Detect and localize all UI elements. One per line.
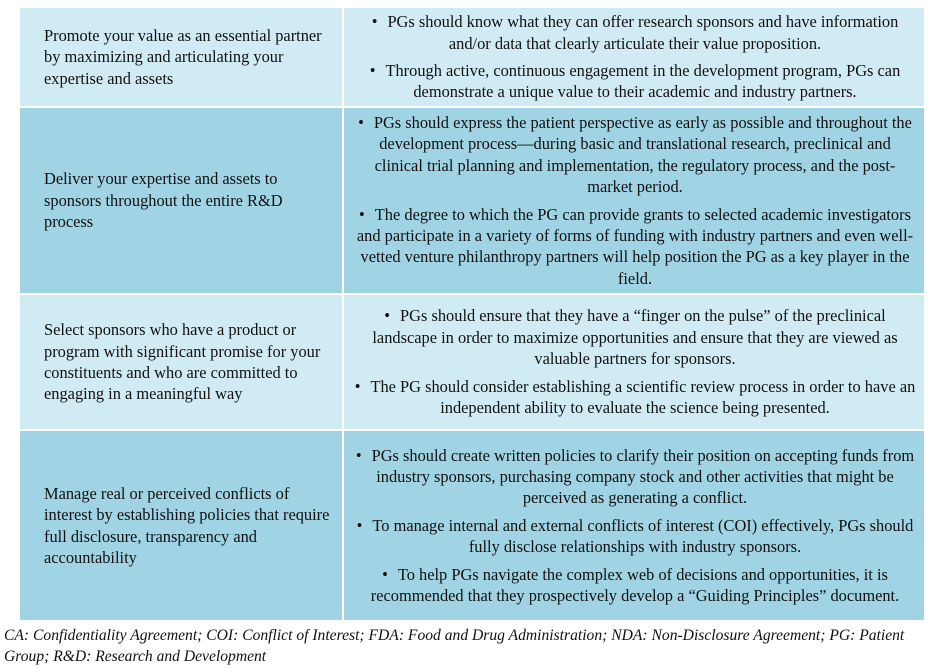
bullet-icon: • (382, 564, 388, 584)
table-row (19, 430, 925, 621)
table-row (19, 294, 925, 430)
bullet-icon: • (371, 12, 378, 32)
guidance-list (354, 112, 916, 289)
list-item (354, 376, 916, 419)
list-item (354, 60, 916, 103)
recommendation-cell: Select sponsors who have a product or program with significant promise for your constituents and who are committed to engaging in a meaningful way (19, 294, 343, 430)
table-row (19, 107, 925, 294)
bullet-text: The PG should consider establishing a scientific review process in order to have an independent ability to evaluate the science being presented. (370, 376, 916, 418)
recommendation-cell: Promote your value as an essential partner by maximizing and articulating your expertise and assets (19, 7, 343, 107)
table-row (19, 7, 925, 107)
table-footnote: CA: Confidentiality Agreement; COI: Conflict of Interest; FDA: Food and Drug Administration; NDA: Non-Disclosure Agreement; PG: Patient Group; R&D: Research and Development (4, 627, 905, 665)
recommendations-table (18, 6, 926, 622)
bullet-text: PGs should express the patient perspective as early as possible and throughout the development process—during basic and translational research, preclinical and clinical trial planning and implementation, the regulatory process, and the post-market period. (373, 112, 912, 197)
bullet-text: The degree to which the PG can provide grants to selected academic investigators and participate in a variety of forms of funding with industry partners and even well-vetted venture philanthropy partners will help position the PG as a key player in the field. (356, 204, 914, 288)
list-item (354, 515, 916, 558)
bullet-icon: • (369, 61, 376, 80)
bullet-icon: • (354, 376, 361, 396)
guidance-cell (343, 430, 925, 621)
list-item (354, 11, 916, 54)
guidance-cell (343, 7, 925, 107)
bullet-icon: • (384, 306, 391, 326)
bullet-text: Through active, continuous engagement in the development program, PGs can demonstrate a unique value to their academic and industry partners. (385, 61, 901, 102)
guidance-cell (343, 107, 925, 294)
bullet-text: To manage internal and external conflicts of interest (COI) effectively, PGs should fully disclose relationships with industry sponsors. (372, 515, 914, 557)
bullet-text: PGs should ensure that they have a “finger on the pulse” of the preclinical landscape in order to maximize opportunities and ensure that they are viewed as valuable partners for sponsors. (372, 306, 898, 369)
list-item (354, 564, 916, 607)
guidance-list (354, 305, 916, 418)
bullet-icon: • (356, 515, 363, 535)
bullet-text: PGs should create written policies to clarify their position on accepting funds from industry sponsors, purchasing company stock and other activities that might be perceived as generating a conflict. (371, 445, 915, 508)
guidance-list (354, 11, 916, 103)
list-item (354, 305, 916, 369)
guidance-cell (343, 294, 925, 430)
bullet-icon: • (359, 204, 365, 224)
list-item (354, 204, 916, 290)
recommendation-cell: Deliver your expertise and assets to sponsors throughout the entire R&D process (19, 107, 343, 294)
list-item (354, 445, 916, 509)
bullet-icon: • (358, 112, 364, 132)
bullet-text: To help PGs navigate the complex web of decisions and opportunities, it is recommended that they prospectively develop a “Guiding Principles” document. (370, 564, 900, 606)
list-item (354, 112, 916, 198)
bullet-icon: • (355, 445, 362, 465)
bullet-text: PGs should know what they can offer research sponsors and have information and/or data that clearly articulate their value proposition. (387, 12, 899, 53)
guidance-list (354, 445, 916, 607)
recommendation-cell: Manage real or perceived conflicts of interest by establishing policies that require full disclosure, transparency and accountability (19, 430, 343, 621)
